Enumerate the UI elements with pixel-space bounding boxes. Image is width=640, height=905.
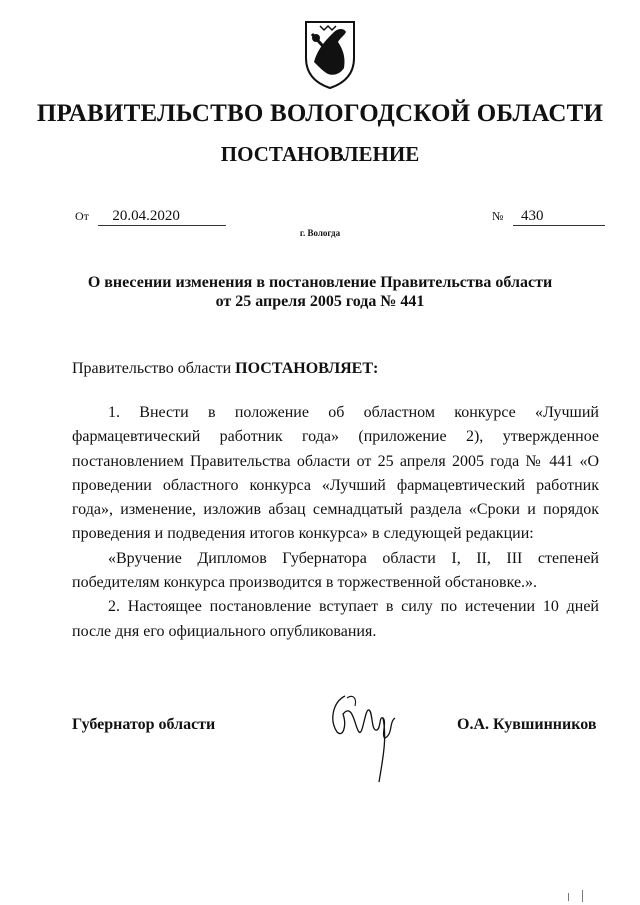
organization-title: ПРАВИТЕЛЬСТВО ВОЛОГОДСКОЙ ОБЛАСТИ [36, 100, 604, 127]
document-date: 20.04.2020 [98, 208, 226, 226]
date-prefix: От [75, 209, 89, 223]
vologda-coat-of-arms-emblem [300, 18, 360, 90]
subject-line-1: О внесении изменения в постановление Правительства области [87, 274, 553, 291]
signer-role: Губернатор области [72, 716, 216, 733]
number-field [492, 208, 605, 226]
subject-line-2: от 25 апреля 2005 года № 441 [215, 293, 425, 310]
date-field [75, 208, 226, 226]
scan-artifact-mark [568, 893, 569, 901]
document-number: 430 [513, 208, 605, 226]
signer-name: О.А. Кувшинников [457, 716, 597, 733]
number-prefix: № [492, 209, 504, 223]
preamble [72, 360, 378, 378]
handwritten-signature [323, 688, 403, 788]
paragraph-quote: «Вручение Дипломов Губернатора области I, II, III степеней победителям конкурса производится в торжественной обстановке.». [72, 549, 599, 592]
paragraph-2: 2. Настоящее постановление вступает в силу по истечении 10 дней после дня его официального опубликования. [72, 598, 599, 640]
preamble-verb: ПОСТАНОВЛЯЕТ: [235, 360, 379, 377]
paragraph-1: 1. Внести в положение об областном конкурсе «Лучший фармацевтический работник года» (приложение 2), утвержденное постановлением Правительства области от 25 апреля 2005 года № 441 «О проведении областного конкурса «Лучший фармацевтический работник года», изменение, изложив абзац семнадцатый раздела «Сроки и порядок проведения и подведения итогов конкурса» в следующей редакции: [72, 404, 599, 543]
scan-artifact-mark [582, 890, 583, 902]
city-label: г. Вологда [299, 228, 341, 238]
document-body [72, 401, 599, 644]
document-type-heading: ПОСТАНОВЛЕНИЕ [220, 142, 420, 166]
document-subject [70, 273, 570, 311]
preamble-lead: Правительство области [72, 360, 232, 377]
